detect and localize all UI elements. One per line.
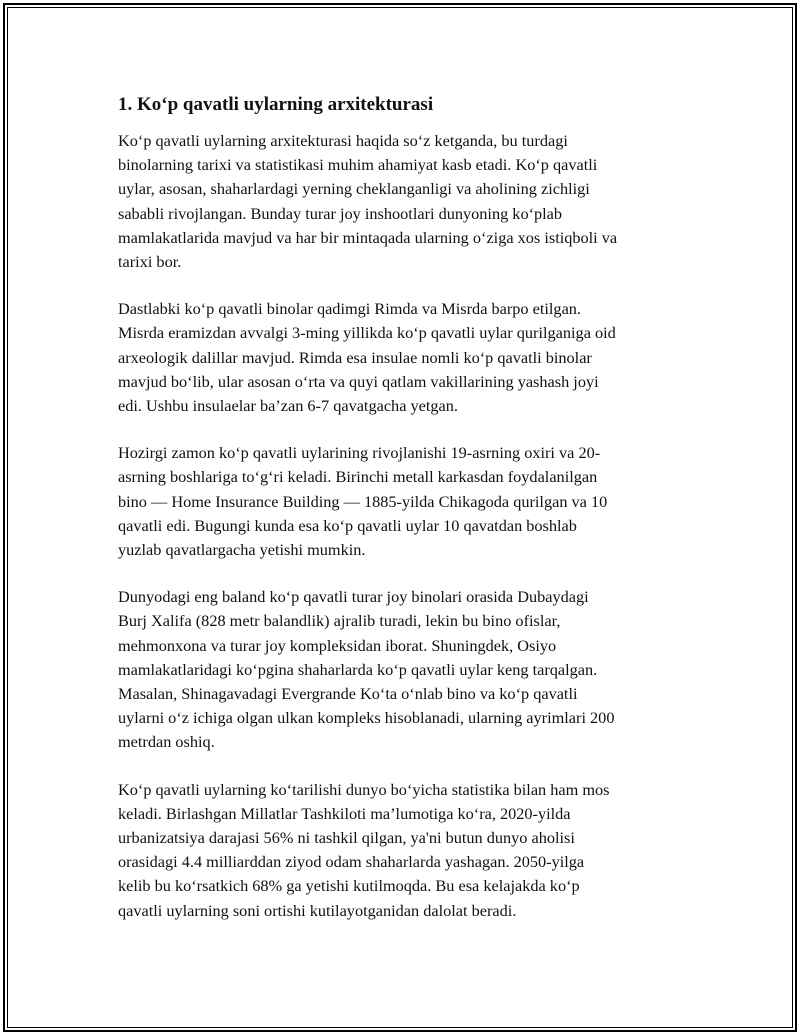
- paragraph-line: urbanizatsiya darajasi 56% ni tashkil qilgan, ya'ni butun dunyo aholisi: [118, 828, 575, 848]
- paragraph-line: kelib bu ko‘rsatkich 68% ga yetishi kutilmoqda. Bu esa kelajakda ko‘p: [118, 876, 580, 896]
- paragraph-line: sababli rivojlangan. Bunday turar joy inshootlari dunyoning ko‘plab: [118, 203, 563, 223]
- paragraph-line: binolarning tarixi va statistikasi muhim ahamiyat kasb etadi. Ko‘p qavatli: [118, 155, 598, 175]
- paragraph-line: Ko‘p qavatli uylarning arxitekturasi haqida so‘z ketganda, bu turdagi: [118, 131, 568, 150]
- paragraph-line: asrning boshlariga to‘g‘ri keladi. Birinchi metall karkasdan foydalanilgan: [118, 467, 598, 487]
- paragraph-line: Masalan, Shinagavadagi Evergrande Ko‘ta o‘nlab bino va ko‘p qavatli: [118, 684, 578, 704]
- paragraph-line: uylar, asosan, shaharlardagi yerning cheklanganligi va aholining zichligi: [118, 179, 590, 199]
- paragraph-line: metrdan oshiq.: [118, 732, 215, 752]
- paragraph-line: tarixi bor.: [118, 252, 182, 272]
- paragraph-line: Ko‘p qavatli uylarning ko‘tarilishi dunyo bo‘yicha statistika bilan ham mos: [118, 779, 610, 799]
- paragraph-line: keladi. Birlashgan Millatlar Tashkiloti ma’lumotiga ko‘ra, 2020-yilda: [118, 803, 571, 823]
- paragraph: [118, 778, 698, 923]
- paragraph-line: yuzlab qavatlargacha yetishi mumkin.: [118, 540, 366, 560]
- paragraph-line: orasidagi 4.4 milliarddan ziyod odam shaharlarda yashagan. 2050-yilga: [118, 852, 585, 872]
- paragraph-line: uylarni o‘z ichiga olgan ulkan kompleks hisoblanadi, ularning ayrimlari 200: [118, 708, 615, 728]
- body-text: [118, 129, 698, 923]
- paragraph-line: Burj Xalifa (828 metr balandlik) ajralib turadi, lekin bu bino ofislar,: [118, 611, 561, 631]
- paragraph-line: Dastlabki ko‘p qavatli binolar qadimgi Rimda va Misrda barpo etilgan.: [118, 299, 582, 319]
- paragraph: [118, 297, 698, 418]
- paragraph-line: Hozirgi zamon ko‘p qavatli uylarining rivojlanishi 19-asrning oxiri va 20-: [118, 443, 601, 463]
- paragraph: [118, 585, 698, 754]
- paragraph-line: Dunyodagi eng baland ko‘p qavatli turar joy binolari orasida Dubaydagi: [118, 587, 589, 607]
- paragraph-line: mamlakatlarida mavjud va har bir mintaqada ularning o‘ziga xos istiqboli va: [118, 227, 618, 247]
- paragraph-line: arxeologik dalillar mavjud. Rimda esa insulae nomli ko‘p qavatli binolar: [118, 347, 592, 367]
- paragraph-line: mehmonxona va turar joy kompleksidan iborat. Shuningdek, Osiyo: [118, 635, 557, 655]
- document-page: [118, 92, 698, 946]
- section-heading: 1. Ko‘p qavatli uylarning arxitekturasi: [118, 94, 434, 115]
- paragraph-line: qavatli uylarning soni ortishi kutilayotganidan dalolat beradi.: [118, 900, 517, 920]
- paragraph-line: edi. Ushbu insulaelar ba’zan 6-7 qavatgacha yetgan.: [118, 396, 458, 416]
- paragraph-line: mavjud bo‘lib, ular asosan o‘rta va quyi qatlam vakillarining yashash joyi: [118, 371, 599, 391]
- paragraph-line: Misrda eramizdan avvalgi 3-ming yillikda ko‘p qavatli uylar qurilganiga oid: [118, 323, 616, 343]
- paragraph: [118, 441, 698, 562]
- paragraph-line: mamlakatlaridagi ko‘pgina shaharlarda ko‘p qavatli uylar keng tarqalgan.: [118, 659, 598, 679]
- paragraph: [118, 129, 698, 274]
- paragraph-line: bino — Home Insurance Building — 1885-yilda Chikagoda qurilgan va 10: [118, 491, 608, 511]
- paragraph-line: qavatli edi. Bugungi kunda esa ko‘p qavatli uylar 10 qavatdan boshlab: [118, 515, 577, 535]
